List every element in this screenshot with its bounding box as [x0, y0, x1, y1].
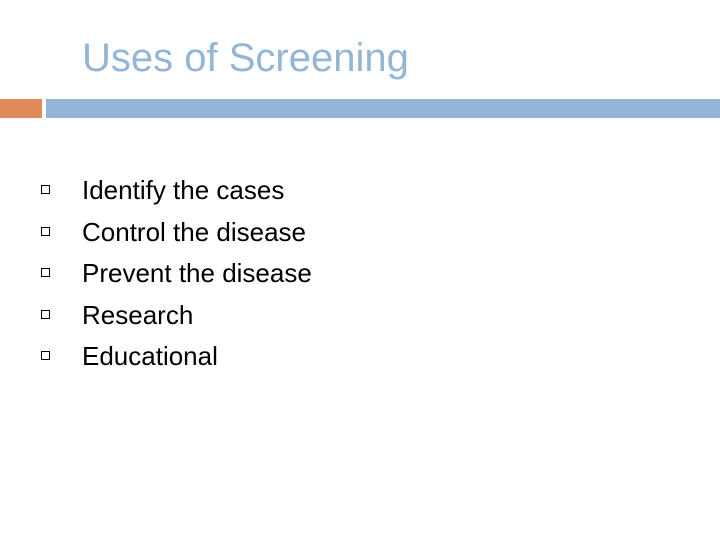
bullet-text: Educational	[82, 341, 218, 371]
bullet-text: Prevent the disease	[82, 258, 312, 288]
hollow-square-bullet-icon	[41, 351, 50, 360]
bullet-text: Research	[82, 299, 194, 330]
bullet-text: Control the disease	[82, 216, 307, 247]
bullet-text: Identify the cases	[82, 175, 285, 205]
slide-title: Uses of Screening	[82, 36, 409, 80]
title-underline-accent	[0, 99, 42, 118]
title-underline-bar	[46, 99, 720, 118]
hollow-square-bullet-icon	[41, 185, 50, 194]
hollow-square-bullet-icon	[41, 310, 50, 319]
hollow-square-bullet-icon	[41, 268, 50, 277]
hollow-square-bullet-icon	[41, 227, 50, 236]
